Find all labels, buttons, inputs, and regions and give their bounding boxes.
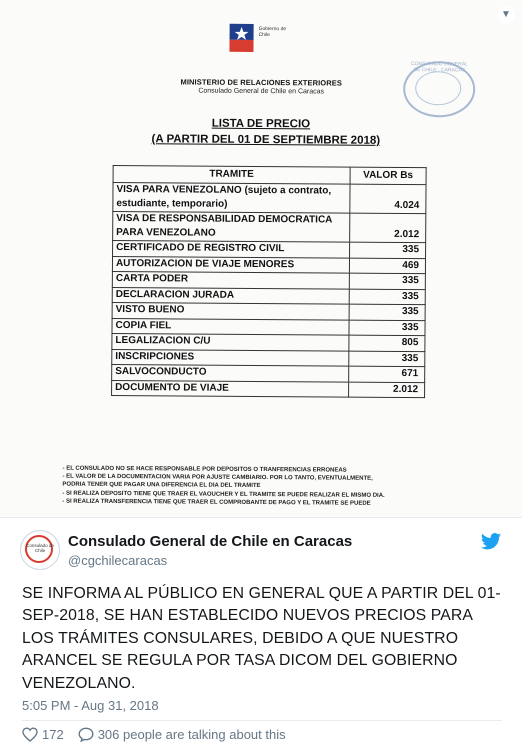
- tramite-cell: VISA DE RESPONSABILIDAD DEMOCRATICA PARA VENEZOLANO: [113, 211, 350, 242]
- table-row: [112, 287, 425, 305]
- tramite-cell: CARTA PODER: [112, 271, 349, 288]
- valor-cell: 335: [349, 273, 425, 289]
- tramite-cell: COPIA FIEL: [112, 318, 349, 335]
- tramite-cell: VISA PARA VENEZOLANO (sujeto a contrato, estudiante, temporario): [113, 182, 350, 213]
- valor-cell: 335: [349, 320, 425, 336]
- tramite-cell: CERTIFICADO DE REGISTRO CIVIL: [113, 240, 350, 257]
- price-list-title: LISTA DE PRECIO: [211, 117, 311, 131]
- valor-cell: 2.012: [349, 382, 425, 398]
- table-row: [112, 364, 425, 382]
- valor-cell: 335: [349, 289, 425, 305]
- chevron-down-icon[interactable]: ▼: [497, 6, 515, 24]
- valor-cell: 335: [349, 351, 425, 367]
- tramite-cell: VISTO BUENO: [112, 302, 349, 319]
- tramite-cell: SALVOCONDUCTO: [112, 364, 349, 381]
- tweet-timestamp[interactable]: 5:05 PM - Aug 31, 2018: [22, 698, 159, 713]
- avatar-label: Consulado de Chile: [26, 543, 54, 553]
- valor-cell: 469: [349, 258, 425, 274]
- table-row: [112, 333, 425, 351]
- tramite-cell: LEGALIZACION C/U: [112, 333, 349, 350]
- valor-cell: 335: [349, 304, 425, 320]
- talking-count: 306 people are talking about this: [97, 727, 286, 742]
- table-row: [112, 271, 425, 289]
- document-notes: [62, 465, 482, 509]
- ministry-heading: MINISTERIO DE RELACIONES EXTERIORES: [180, 77, 342, 88]
- table-row: [112, 318, 425, 336]
- author-name[interactable]: Consulado General de Chile en Caracas: [68, 533, 353, 550]
- consulate-subheading: Consulado General de Chile en Caracas: [198, 87, 325, 96]
- valor-cell: 4.024: [350, 184, 426, 214]
- stamp-text: CONSULADO GENERAL DE CHILE · CARACAS: [410, 61, 468, 74]
- tweet-text: SE INFORMA AL PÚBLICO EN GENERAL QUE A PARTIR DEL 01-SEP-2018, SE HAN ESTABLECIDO NUEVOS PRECIOS PARA LOS TRÁMITES CONSULARES, DEBIDO A QUE NUESTRO ARANCEL SE REGULA POR TASA DICOM DEL GOBIERNO VENEZOLANO.: [22, 585, 501, 692]
- price-list-subtitle: (A PARTIR DEL 01 DE SEPTIEMBRE 2018): [151, 133, 381, 147]
- reply-conversation-button[interactable]: [78, 727, 286, 742]
- tramite-cell: DOCUMENTO DE VIAJE: [112, 380, 349, 397]
- table-row: [112, 380, 425, 398]
- tramite-cell: DECLARACION JURADA: [112, 287, 349, 304]
- valor-cell: 2.012: [350, 213, 426, 243]
- avatar[interactable]: [20, 530, 60, 570]
- crest-caption: Gobierno de Chile: [258, 25, 287, 39]
- table-row: [113, 240, 426, 258]
- table-row: [113, 211, 426, 242]
- valor-cell: 335: [350, 242, 426, 258]
- price-table: [111, 165, 427, 398]
- table-row: [113, 182, 426, 213]
- divider: [22, 720, 502, 721]
- note-line: - EL CONSULADO NO SE HACE RESPONSABLE POR DEPOSITOS O TRANFERENCIAS ERRONEAS: [62, 465, 347, 474]
- like-button[interactable]: [22, 727, 64, 742]
- valor-cell: 671: [349, 366, 425, 382]
- note-line: - SI REALIZA DEPOSITO TIENE QUE TRAER EL VAOUCHER Y EL TRAMITE SE PUEDE REALIZAR EL MISMO DIA.: [62, 490, 385, 499]
- consulate-stamp-icon: [403, 61, 475, 118]
- tweet-actions: [22, 727, 300, 742]
- table-row: [112, 302, 425, 320]
- heart-icon: [22, 727, 38, 742]
- author-handle[interactable]: @cgchilecaracas: [68, 553, 168, 568]
- table-row: [112, 256, 425, 274]
- table-row: [112, 349, 425, 367]
- speech-bubble-icon: [78, 727, 94, 742]
- note-line: - SI REALIZA TRANSFERENCIA TIENE QUE TRAER EL COMPROBANTE DE PAGO Y EL TRAMITE SE PUEDE: [62, 498, 371, 507]
- col-header-tramite: TRAMITE: [113, 165, 350, 184]
- tramite-cell: INSCRIPCIONES: [112, 349, 349, 366]
- col-header-valor: VALOR Bs: [350, 167, 426, 185]
- like-count: 172: [42, 727, 64, 742]
- chile-crest-icon: [227, 22, 255, 56]
- tramite-cell: AUTORIZACION DE VIAJE MENORES: [112, 256, 349, 273]
- valor-cell: 805: [349, 335, 425, 351]
- note-line: PODRIA TENER QUE PAGAR UNA DIFERENCIA EL DIA DEL TRAMITE: [62, 482, 261, 490]
- twitter-bird-icon[interactable]: [480, 532, 502, 552]
- note-line: - EL VALOR DE LA DOCUMENTACION VARIA POR AJUSTE CAMBIARIO. POR LO TANTO, EVENTUALMENTE,: [62, 473, 373, 482]
